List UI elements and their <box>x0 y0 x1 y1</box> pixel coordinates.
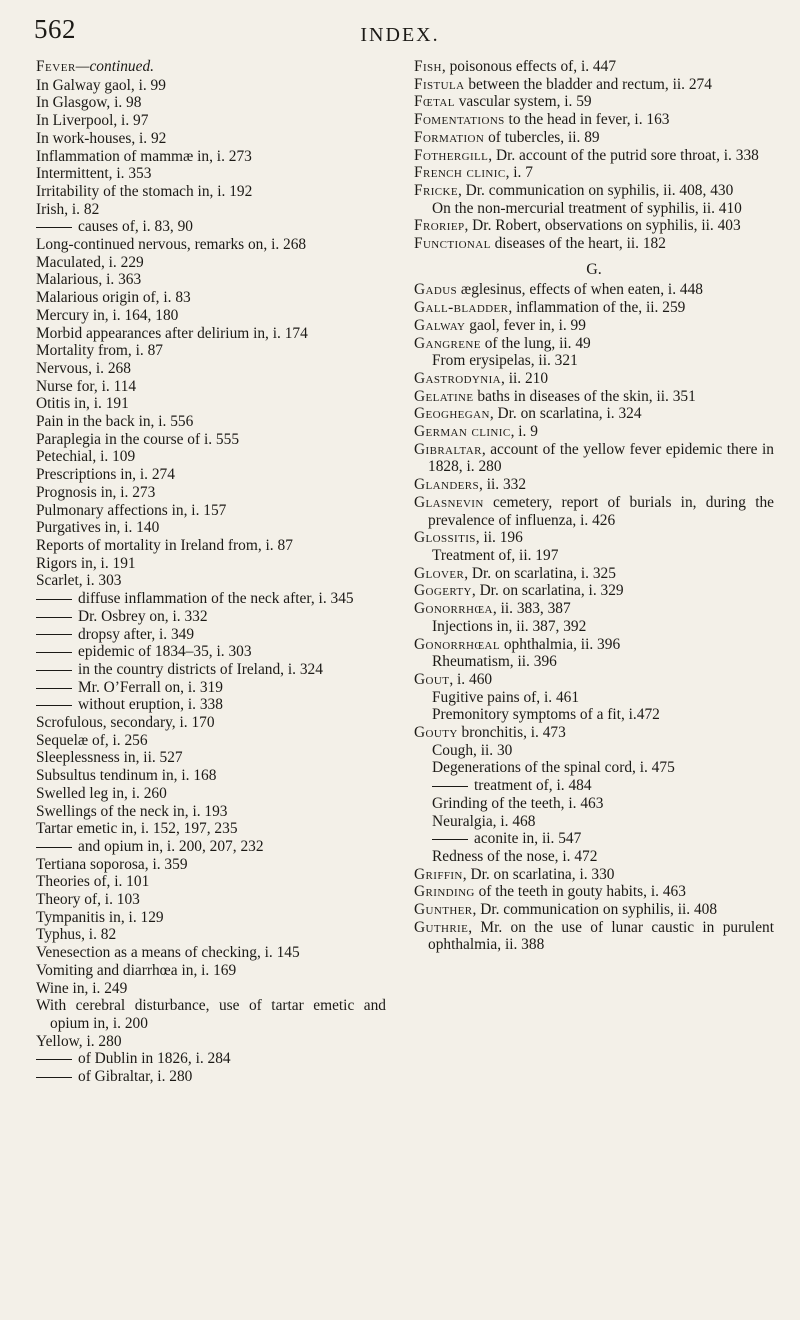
index-entry <box>414 129 774 147</box>
index-entry <box>414 582 774 600</box>
entry-text: dropsy after, i. 349 <box>78 625 195 643</box>
index-entry: Prescriptions in, i. 274 <box>36 466 175 484</box>
index-subentry: From erysipelas, ii. 321 <box>432 352 578 370</box>
index-entry: Pain in the back in, i. 556 <box>36 413 194 431</box>
index-subentry <box>36 679 386 697</box>
entry-text: , Dr. communication on syphilis, ii. 408 <box>472 901 718 919</box>
index-entry <box>414 476 774 494</box>
entry-text: , i. 7 <box>505 164 533 182</box>
index-entry: Malarious, i. 363 <box>36 271 142 289</box>
index-entry: Wine in, i. 249 <box>36 979 128 997</box>
index-entry <box>414 299 774 317</box>
index-entry <box>414 317 774 335</box>
index-entry <box>414 147 774 165</box>
entry-text: , i. 9 <box>510 423 538 441</box>
index-entry: Theories of, i. 101 <box>36 873 150 891</box>
index-subentry: Injections in, ii. 387, 392 <box>432 617 587 635</box>
index-entry: Scarlet, i. 303 <box>36 572 122 590</box>
index-entry <box>414 405 774 423</box>
index-subentry: Redness of the nose, i. 472 <box>432 847 598 865</box>
entry-headword: Fœtal <box>414 93 455 111</box>
entry-headword: Froriep <box>414 217 465 235</box>
index-subentry: Fugitive pains of, i. 461 <box>432 688 580 706</box>
index-entry: Nurse for, i. 114 <box>36 377 137 395</box>
index-subentry: Cough, ii. 30 <box>432 741 513 759</box>
index-entry: Malarious origin of, i. 83 <box>36 289 191 307</box>
index-entry <box>414 494 774 529</box>
index-entry <box>414 919 774 954</box>
entry-text: of tubercles, ii. 89 <box>484 128 600 146</box>
index-entry: Typhus, i. 82 <box>36 926 117 944</box>
ditto-dash <box>432 786 468 787</box>
index-entry: Maculated, i. 229 <box>36 253 144 271</box>
entry-text: diseases of the heart, ii. 182 <box>490 235 666 253</box>
index-entry: Mortality from, i. 87 <box>36 342 163 360</box>
entry-text: , Dr. on scarlatina, i. 325 <box>464 564 616 582</box>
index-entry: Tertiana soporosa, i. 359 <box>36 855 188 873</box>
index-entry <box>414 93 774 111</box>
ditto-dash <box>36 599 72 600</box>
ditto-dash <box>36 227 72 228</box>
index-entry <box>414 281 774 299</box>
index-entry <box>414 182 774 200</box>
entry-text: Mr. O’Ferrall on, i. 319 <box>78 678 223 696</box>
entry-headword: Gangrene <box>414 334 481 352</box>
entry-headword: Grinding <box>414 883 475 901</box>
right-column <box>414 58 774 954</box>
entry-text: , ii. 383, 387 <box>492 600 571 618</box>
index-entry: Yellow, i. 280 <box>36 1032 122 1050</box>
index-entry <box>414 76 774 94</box>
entry-headword: Gouty <box>414 724 458 742</box>
entry-text: , inflammation of the, ii. 259 <box>508 299 686 317</box>
entry-headword: Gout <box>414 670 450 688</box>
index-entry <box>414 565 774 583</box>
heading-word: Fever <box>36 58 76 75</box>
entry-text: , account of the yellow fever epidemic there in 1828, i. 280 <box>428 440 774 476</box>
entry-text: to the head in fever, i. 163 <box>504 111 670 129</box>
index-entry <box>414 866 774 884</box>
page-number: 562 <box>34 14 76 44</box>
entry-text: between the bladder and rectum, ii. 274 <box>464 75 712 93</box>
entry-text: epidemic of 1834–35, i. 303 <box>78 643 252 661</box>
ditto-dash <box>36 847 72 848</box>
entry-headword: Fish <box>414 58 442 75</box>
heading-suffix: —continued. <box>75 58 155 75</box>
index-entry <box>414 370 774 388</box>
index-subentry <box>432 830 774 848</box>
index-entry: With cerebral disturbance, use of tartar emetic and opium in, i. 200 <box>36 997 386 1032</box>
entry-headword: Fricke <box>414 181 458 199</box>
index-subentry <box>36 590 386 608</box>
entry-text: cemetery, report of burials in, during the prevalence of influenza, i. 426 <box>428 493 774 529</box>
entry-text: , poisonous effects of, i. 447 <box>441 58 617 75</box>
index-entry: Inflammation of mammæ in, i. 273 <box>36 147 252 165</box>
ditto-dash <box>36 670 72 671</box>
index-entry <box>414 600 774 618</box>
entry-text: , Dr. communication on syphilis, ii. 408, 430 <box>457 181 734 199</box>
index-entry: In Galway gaol, i. 99 <box>36 76 166 94</box>
index-entry <box>414 529 774 547</box>
index-entry: Rigors in, i. 191 <box>36 554 136 572</box>
entry-text: bronchitis, i. 473 <box>457 724 566 742</box>
ditto-dash <box>36 1059 72 1060</box>
entry-headword: Gonorrhœa <box>414 600 493 618</box>
entry-text: aconite in, ii. 547 <box>474 830 582 848</box>
index-entry: Reports of mortality in Ireland from, i. 87 <box>36 536 293 554</box>
index-entry: Paraplegia in the course of i. 555 <box>36 430 240 448</box>
entry-headword: Geoghegan <box>414 405 490 423</box>
index-entry: Long-continued nervous, remarks on, i. 268 <box>36 236 307 254</box>
index-entry <box>414 883 774 901</box>
entry-text: and opium in, i. 200, 207, 232 <box>78 837 264 855</box>
ditto-dash <box>36 1077 72 1078</box>
entry-text: , ii. 196 <box>475 529 523 547</box>
entry-text: treatment of, i. 484 <box>474 777 592 795</box>
column-heading <box>36 58 386 76</box>
entry-text: vascular system, i. 59 <box>454 93 592 111</box>
index-entry: Tartar emetic in, i. 152, 197, 235 <box>36 820 238 838</box>
index-subentry: Rheumatism, ii. 396 <box>432 653 557 671</box>
entry-headword: Gelatine <box>414 387 474 405</box>
index-entry <box>414 58 774 76</box>
index-subentry <box>36 696 386 714</box>
index-entry: Irish, i. 82 <box>36 200 100 218</box>
index-entry <box>414 671 774 689</box>
entry-text: without eruption, i. 338 <box>78 696 223 714</box>
entry-headword: Galway <box>414 316 466 334</box>
entry-text: gaol, fever in, i. 99 <box>465 316 586 334</box>
index-entry: Intermittent, i. 353 <box>36 165 152 183</box>
entry-text: , Dr. Robert, observations on syphilis, ii. 403 <box>464 217 741 235</box>
letter-heading: G. <box>586 260 602 278</box>
entry-headword: German clinic <box>414 423 511 441</box>
index-subentry <box>36 661 386 679</box>
entry-headword: Glasnevin <box>414 493 484 511</box>
index-entry: Sequelæ of, i. 256 <box>36 731 148 749</box>
entry-headword: Glover <box>414 564 465 582</box>
index-entry: Subsultus tendinum in, i. 168 <box>36 767 217 785</box>
entry-text: of Dublin in 1826, i. 284 <box>78 1050 231 1068</box>
index-subentry <box>36 838 386 856</box>
index-entry: In Glasgow, i. 98 <box>36 94 142 112</box>
entry-headword: Glanders <box>414 476 480 494</box>
entry-text: , Dr. on scarlatina, i. 329 <box>471 582 624 600</box>
entry-text: of the teeth in gouty habits, i. 463 <box>474 883 686 901</box>
index-entry: Swellings of the neck in, i. 193 <box>36 802 228 820</box>
index-entry <box>414 335 774 353</box>
entry-text: , i. 460 <box>449 670 493 688</box>
entry-headword: Gastrodynia <box>414 369 502 387</box>
index-subentry <box>36 643 386 661</box>
entry-text: , Mr. on the use of lunar caustic in purulent ophthalmia, ii. 388 <box>428 918 774 954</box>
entry-headword: Guthrie <box>414 918 469 936</box>
entry-text: baths in diseases of the skin, ii. 351 <box>473 387 696 405</box>
entry-text: , ii. 332 <box>479 476 527 494</box>
index-entry <box>414 111 774 129</box>
index-entry <box>414 636 774 654</box>
index-entry: In work-houses, i. 92 <box>36 129 167 147</box>
index-entry <box>414 724 774 742</box>
index-entry: Scrofulous, secondary, i. 170 <box>36 714 215 732</box>
index-entry <box>414 217 774 235</box>
index-subentry <box>36 626 386 644</box>
entry-headword: Gadus <box>414 281 458 299</box>
index-subentry <box>432 777 774 795</box>
entry-headword: Fistula <box>414 75 465 93</box>
index-subentry: Premonitory symptoms of a fit, i.472 <box>432 706 660 724</box>
entry-headword: Gonorrhœal <box>414 635 501 653</box>
index-subentry <box>36 1068 386 1086</box>
entry-headword: Gogerty <box>414 582 472 600</box>
entry-text: , Dr. on scarlatina, i. 330 <box>462 865 615 883</box>
index-subentry: On the non-mercurial treatment of syphilis, ii. 410 <box>432 199 742 217</box>
index-entry: Mercury in, i. 164, 180 <box>36 306 179 324</box>
index-subentry: Degenerations of the spinal cord, i. 475 <box>432 759 675 777</box>
index-entry: Vomiting and diarrhœa in, i. 169 <box>36 961 237 979</box>
index-subentry: Neuralgia, i. 468 <box>432 812 536 830</box>
ditto-dash <box>36 688 72 689</box>
index-entry <box>414 901 774 919</box>
index-entry: Irritability of the stomach in, i. 192 <box>36 182 253 200</box>
index-subentry: Treatment of, ii. 197 <box>432 546 559 564</box>
entry-headword: Formation <box>414 128 485 146</box>
entry-headword: Gunther <box>414 901 473 919</box>
entry-headword: Gibraltar <box>414 440 482 458</box>
ditto-dash <box>432 839 468 840</box>
page-title: INDEX. <box>360 24 440 46</box>
ditto-dash <box>36 705 72 706</box>
entry-text: , ii. 210 <box>501 369 549 387</box>
entry-headword: Gall-bladder <box>414 299 509 317</box>
entry-text: ophthalmia, ii. 396 <box>500 635 621 653</box>
index-entry: Purgatives in, i. 140 <box>36 519 160 537</box>
entry-text: , Dr. on scarlatina, i. 324 <box>489 405 642 423</box>
entry-headword: Griffin <box>414 865 463 883</box>
index-entry <box>414 235 774 253</box>
index-entry: Petechial, i. 109 <box>36 448 136 466</box>
left-entries <box>36 77 386 1086</box>
entry-headword: Fomentations <box>414 111 505 129</box>
entry-headword: Glossitis <box>414 529 476 547</box>
entry-text: , Dr. account of the putrid sore throat, i. 338 <box>488 146 759 164</box>
entry-headword: French clinic <box>414 164 506 182</box>
entry-text: æglesinus, effects of when eaten, i. 448 <box>457 281 703 299</box>
entry-text: in the country districts of Ireland, i. 324 <box>78 660 323 678</box>
entry-text: of the lung, ii. 49 <box>480 334 591 352</box>
index-entry: In Liverpool, i. 97 <box>36 112 149 130</box>
index-entry: Nervous, i. 268 <box>36 359 131 377</box>
index-entry: Sleeplessness in, ii. 527 <box>36 749 183 767</box>
index-subentry: Grinding of the teeth, i. 463 <box>432 794 604 812</box>
right-entries <box>414 58 774 954</box>
ditto-dash <box>36 652 72 653</box>
index-entry: Venesection as a means of checking, i. 145 <box>36 944 300 962</box>
index-entry <box>414 423 774 441</box>
entry-text: causes of, i. 83, 90 <box>78 218 193 236</box>
index-subentry <box>36 608 386 626</box>
index-entry: Theory of, i. 103 <box>36 891 140 909</box>
index-entry <box>414 441 774 476</box>
index-entry: Otitis in, i. 191 <box>36 395 129 413</box>
index-entry <box>414 388 774 406</box>
entry-headword: Functional <box>414 235 491 253</box>
index-subentry <box>36 1050 386 1068</box>
left-column <box>36 58 386 1086</box>
index-entry: Morbid appearances after delirium in, i. 174 <box>36 324 308 342</box>
index-entry <box>414 164 774 182</box>
ditto-dash <box>36 634 72 635</box>
index-subentry <box>36 218 386 236</box>
ditto-dash <box>36 617 72 618</box>
entry-text: diffuse inflammation of the neck after, i. 345 <box>78 590 354 608</box>
entry-text: Dr. Osbrey on, i. 332 <box>78 607 208 625</box>
index-entry: Prognosis in, i. 273 <box>36 483 156 501</box>
entry-text: of Gibraltar, i. 280 <box>78 1068 193 1086</box>
index-entry: Swelled leg in, i. 260 <box>36 784 167 802</box>
entry-headword: Fothergill <box>414 146 489 164</box>
index-entry: Tympanitis in, i. 129 <box>36 908 164 926</box>
index-entry: Pulmonary affections in, i. 157 <box>36 501 227 519</box>
